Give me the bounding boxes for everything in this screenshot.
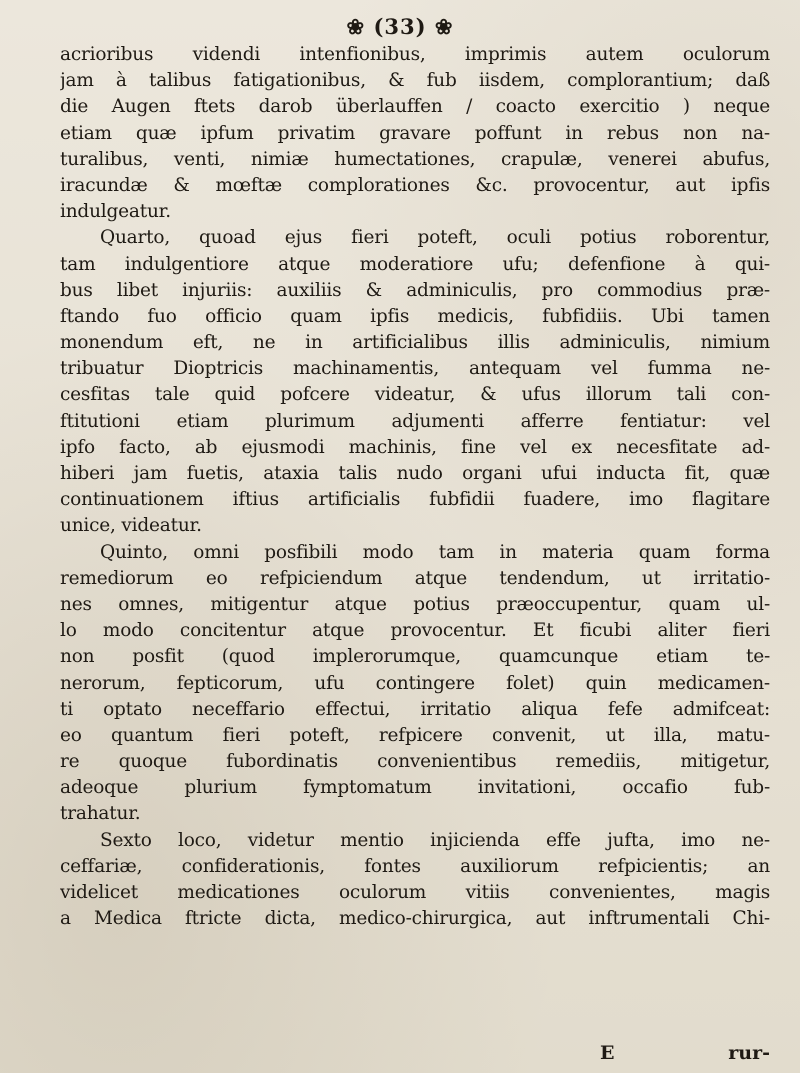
page-footer: [60, 1042, 770, 1068]
text-line: indulgeatur.: [60, 201, 171, 223]
text-line: tam indulgentiore atque moderatiore ufu; defenfione à qui-: [60, 253, 770, 275]
text-line: nes omnes, mitigentur atque potius præoccupentur, quam ul-: [60, 593, 770, 615]
text-line: ti optato neceffario effectui, irritatio aliqua fefe admifceat:: [60, 698, 770, 720]
text-line: adeoque plurium fymptomatum invitationi, occafio fub-: [60, 777, 770, 799]
text-line: ipfo facto, ab ejusmodi machinis, fine vel ex necesfitate ad-: [60, 436, 770, 458]
text-line: non posfit (quod implerorumque, quamcunque etiam te-: [60, 646, 770, 668]
text-line: nerorum, fepticorum, ufu contingere folet) quin medicamen-: [60, 672, 770, 694]
text-line: die Augen ftets darob überlauffen / coacto exercitio ) neque: [60, 96, 770, 118]
text-line: monendum eft, ne in artificialibus illis adminiculis, nimium: [60, 332, 770, 354]
text-line: re quoque fubordinatis convenientibus remediis, mitigetur,: [60, 751, 770, 773]
text-line: cesfitas tale quid pofcere videatur, & ufus illorum tali con-: [60, 384, 770, 406]
text-line: ceffariæ, confiderationis, fontes auxiliorum refpicientis; an: [60, 855, 770, 877]
text-line: remediorum eo refpiciendum atque tendendum, ut irritatio-: [60, 567, 770, 589]
signature-mark: E: [600, 1042, 615, 1064]
body-text: [60, 42, 770, 932]
text-line: jam à talibus fatigationibus, & fub iisdem, complorantium; daß: [60, 70, 770, 92]
text-line: eo quantum fieri poteft, refpicere convenit, ut illa, matu-: [60, 724, 770, 746]
text-line: a Medica ftricte dicta, medico-chirurgica, aut inftrumentali Chi-: [60, 908, 770, 930]
text-line: continuationem iftius artificialis fubfidii fuadere, imo flagitare: [60, 489, 770, 511]
text-line: videlicet medicationes oculorum vitiis convenientes, magis: [60, 882, 770, 903]
paragraph-start-line: Quarto, quoad ejus fieri poteft, oculi potius roborentur,: [100, 227, 770, 249]
text-line: bus libet injuriis: auxiliis & adminiculis, pro commodius præ-: [60, 279, 770, 301]
text-line: unice, videatur.: [60, 515, 202, 537]
paragraph-start-line: Sexto loco, videtur mentio injicienda effe jufta, imo ne-: [100, 829, 770, 851]
text-line: acrioribus videndi intenfionibus, imprimis autem oculorum: [60, 44, 770, 65]
text-line: turalibus, venti, nimiæ humectationes, crapulæ, venerei abufus,: [60, 148, 770, 170]
text-line: trahatur.: [60, 803, 141, 825]
page-header: ❀ (33) ❀: [346, 14, 454, 39]
text-line: ftitutioni etiam plurimum adjumenti afferre fentiatur: vel: [60, 410, 770, 432]
paragraph-start-line: Quinto, omni posfibili modo tam in materia quam forma: [100, 541, 770, 563]
text-line: ftando fuo officio quam ipfis medicis, fubfidiis. Ubi tamen: [60, 305, 770, 327]
text-line: iracundæ & mœftæ complorationes &c. provocentur, aut ipfis: [60, 174, 770, 196]
catchword: rur-: [728, 1042, 770, 1064]
text-line: tribuatur Dioptricis machinamentis, antequam vel fumma ne-: [60, 358, 770, 380]
text-line: hiberi jam fuetis, ataxia talis nudo organi ufui inducta fit, quæ: [60, 463, 770, 484]
text-line: etiam quæ ipfum privatim gravare poffunt in rebus non na-: [60, 122, 770, 144]
text-line: lo modo concitentur atque provocentur. Et ficubi aliter fieri: [60, 620, 770, 642]
